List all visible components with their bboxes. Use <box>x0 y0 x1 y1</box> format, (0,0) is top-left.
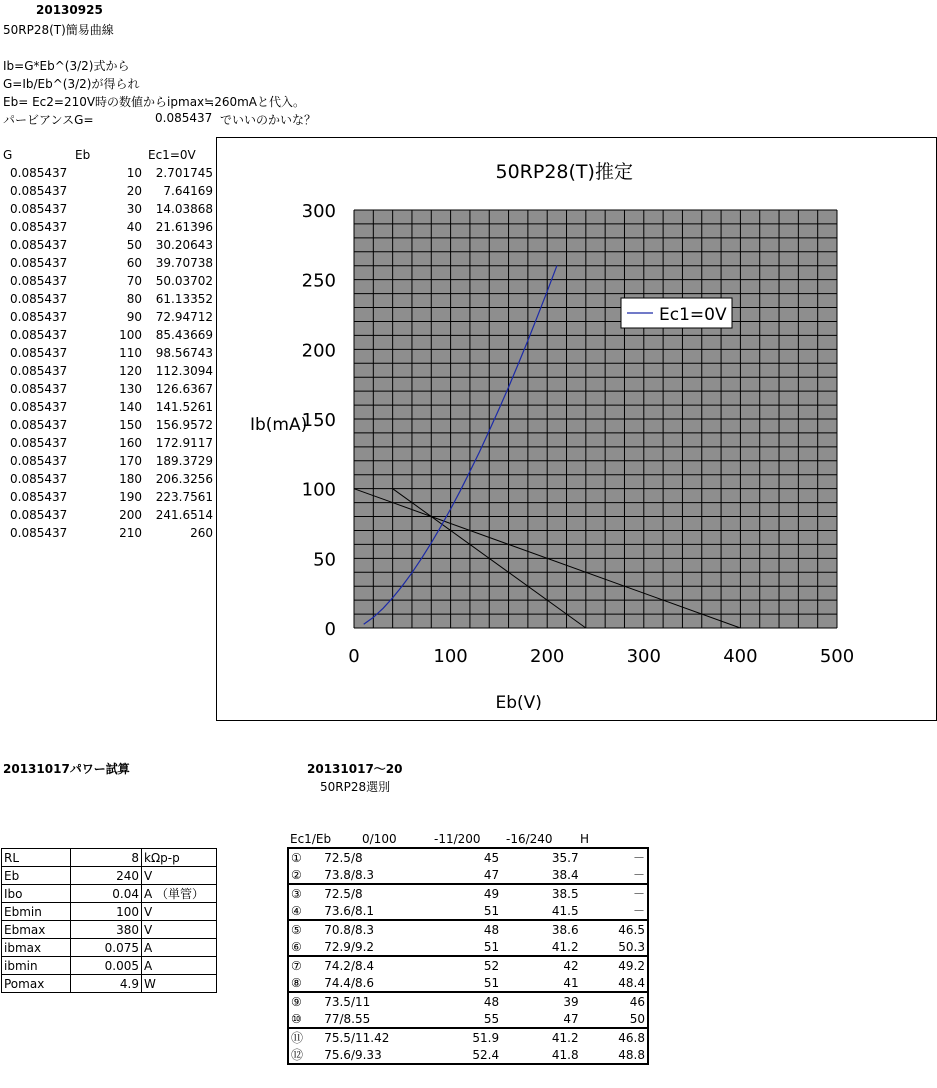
data-cell-g: 0.085437 <box>10 274 68 288</box>
selection-cell-16-240: 41.2 <box>501 1028 581 1046</box>
y-tick-label: 150 <box>301 410 336 431</box>
data-cell-ib: 223.7561 <box>155 490 213 504</box>
selection-cell-tube: ① <box>288 848 322 866</box>
selection-cell-11-200: 48 <box>422 992 502 1010</box>
power-param-label: Eb <box>2 867 71 885</box>
power-param-row <box>2 921 217 939</box>
selection-cell-tube: ⑪ <box>288 1028 322 1046</box>
selection-cell-16-240: 41 <box>563 975 579 990</box>
selection-cell-tube: ④ <box>288 902 322 920</box>
data-cell-eb: 110 <box>119 346 142 360</box>
selection-cell-h: 48.8 <box>581 1046 648 1064</box>
selection-row <box>288 992 648 1010</box>
x-tick-label: 400 <box>723 646 758 667</box>
selection-cell-0-100: 75.5/11.42 <box>322 1028 421 1046</box>
selection-cell-11-200: 47 <box>483 867 500 882</box>
power-param-unit: A <box>142 957 217 975</box>
data-cell-ib: 112.3094 <box>155 364 213 378</box>
selection-row <box>288 956 648 974</box>
data-cell-g: 0.085437 <box>10 328 68 342</box>
note-perveance-suffix: でいいのかいな？ <box>220 113 317 127</box>
data-cell-g: 0.085437 <box>10 382 68 396</box>
selection-cell-h: 50 <box>581 1010 648 1028</box>
power-param-label: Ibo <box>2 885 71 903</box>
power-param-row <box>2 867 217 885</box>
selection-cell-h: 49.2 <box>581 956 648 974</box>
data-cell-g: 0.085437 <box>10 490 68 504</box>
data-cell-g: 0.085437 <box>10 436 68 450</box>
power-param-row <box>2 885 217 903</box>
selection-cell-16-240: 42 <box>501 956 581 974</box>
data-table-header-g: G <box>3 148 13 162</box>
power-param-value: 380 <box>71 921 142 939</box>
x-tick-label: 200 <box>530 646 565 667</box>
data-cell-eb: 210 <box>119 526 142 540</box>
data-cell-g: 0.085437 <box>10 526 68 540</box>
selection-cell-11-200: 49 <box>422 884 502 902</box>
selection-cell-h: 48.4 <box>581 974 648 992</box>
data-cell-eb: 140 <box>119 400 142 414</box>
selection-cell-tube: ⑥ <box>288 938 322 956</box>
chart <box>217 138 936 720</box>
selection-cell-0-100: 72.9/9.2 <box>324 939 375 954</box>
data-cell-eb: 60 <box>126 256 142 270</box>
data-cell-g: 0.085437 <box>10 508 68 522</box>
power-param-label: RL <box>2 849 71 867</box>
data-cell-ib: 50.03702 <box>155 274 213 288</box>
data-cell-ib: 126.6367 <box>155 382 213 396</box>
header-title: 50RP28(T)簡易曲線 <box>3 23 114 37</box>
selection-cell-h: 46 <box>581 992 648 1010</box>
power-param-unit: A （単管） <box>142 885 217 903</box>
selection-header-16-240: -16/240 <box>506 832 553 846</box>
selection-cell-h: － <box>581 848 648 866</box>
data-cell-ib: 141.5261 <box>155 400 213 414</box>
x-tick-label: 500 <box>819 646 855 667</box>
note-perveance-label: パービアンスG= <box>3 113 94 127</box>
data-cell-g: 0.085437 <box>10 292 68 306</box>
selection-row <box>288 938 648 956</box>
data-cell-g: 0.085437 <box>10 472 68 486</box>
selection-cell-0-100: 75.6/9.33 <box>322 1046 421 1064</box>
data-cell-ib: 85.43669 <box>155 328 213 342</box>
power-param-value: 4.9 <box>71 975 142 993</box>
data-cell-eb: 180 <box>119 472 142 486</box>
power-param-row <box>2 957 217 975</box>
selection-row <box>288 848 648 866</box>
note-perveance-value: 0.085437 <box>155 111 213 125</box>
power-param-unit: V <box>142 921 217 939</box>
data-cell-ib: 39.70738 <box>155 256 213 270</box>
data-cell-g: 0.085437 <box>10 364 68 378</box>
data-cell-ib: 241.6514 <box>155 508 213 522</box>
selection-cell-tube: ⑩ <box>288 1010 322 1028</box>
power-param-unit: V <box>142 903 217 921</box>
power-param-value: 8 <box>71 849 142 867</box>
selection-cell-11-200: 51 <box>483 903 500 918</box>
selection-cell-11-200: 52.4 <box>422 1046 502 1064</box>
note-line-3: Eb= Ec2=210V時の数値からipmax≒260mAと代入。 <box>3 95 306 109</box>
selection-cell-0-100: 74.4/8.6 <box>324 975 375 990</box>
selection-section-title: 20131017～20 <box>307 762 403 776</box>
selection-cell-h: － <box>581 866 648 884</box>
data-cell-eb: 200 <box>119 508 142 522</box>
power-param-value: 100 <box>71 903 142 921</box>
power-param-unit: kΩp-p <box>142 849 217 867</box>
power-section-title: 20131017パワー試算 <box>3 762 130 776</box>
y-axis-label: Ib(mA) <box>250 415 308 435</box>
data-cell-ib: 21.61396 <box>155 220 213 234</box>
data-cell-eb: 80 <box>126 292 142 306</box>
data-cell-ib: 206.3256 <box>155 472 213 486</box>
selection-row <box>288 902 648 920</box>
selection-cell-0-100: 73.6/8.1 <box>324 903 375 918</box>
y-tick-label: 50 <box>313 549 336 571</box>
power-param-unit: V <box>142 867 217 885</box>
selection-cell-16-240: 41.5 <box>551 903 579 918</box>
power-param-label: ibmin <box>2 957 71 975</box>
power-param-row <box>2 849 217 867</box>
data-cell-g: 0.085437 <box>10 346 68 360</box>
note-line-1: Ib=G*Eb^(3/2)式から <box>3 59 130 73</box>
selection-row <box>288 1046 648 1064</box>
data-cell-eb: 20 <box>126 184 142 198</box>
data-cell-eb: 130 <box>119 382 142 396</box>
selection-cell-0-100: 72.5/8 <box>322 884 421 902</box>
data-cell-g: 0.085437 <box>10 454 68 468</box>
data-cell-g: 0.085437 <box>10 166 68 180</box>
data-cell-eb: 90 <box>126 310 142 324</box>
data-cell-ib: 61.13352 <box>155 292 213 306</box>
x-tick-label: 300 <box>626 646 661 667</box>
data-cell-ib: 260 <box>190 526 213 540</box>
data-cell-ib: 189.3729 <box>155 454 213 468</box>
x-tick-label: 0 <box>348 646 360 667</box>
selection-cell-16-240: 47 <box>563 1011 579 1026</box>
selection-row <box>288 884 648 902</box>
power-param-label: ibmax <box>2 939 71 957</box>
selection-table <box>287 847 649 1065</box>
selection-cell-0-100: 70.8/8.3 <box>322 920 421 938</box>
selection-cell-11-200: 51 <box>483 975 500 990</box>
power-param-value: 0.075 <box>71 939 142 957</box>
selection-cell-tube: ③ <box>288 884 322 902</box>
y-tick-label: 250 <box>301 270 336 292</box>
data-cell-eb: 70 <box>126 274 142 288</box>
y-tick-label: 0 <box>324 619 336 640</box>
selection-cell-tube: ⑤ <box>288 920 322 938</box>
header-date: 20130925 <box>36 3 103 17</box>
selection-header-h: H <box>580 832 590 846</box>
power-params-table <box>1 848 217 993</box>
data-table-header-eb: Eb <box>75 148 91 162</box>
selection-cell-16-240: 38.4 <box>551 867 579 882</box>
data-cell-g: 0.085437 <box>10 418 68 432</box>
selection-cell-0-100: 73.5/11 <box>322 992 421 1010</box>
data-cell-eb: 120 <box>119 364 142 378</box>
selection-cell-0-100: 74.2/8.4 <box>322 956 421 974</box>
selection-cell-16-240: 41.8 <box>501 1046 581 1064</box>
note-line-2: G=Ib/Eb^(3/2)が得られ <box>3 77 140 91</box>
power-param-value: 0.04 <box>71 885 142 903</box>
selection-cell-tube: ⑦ <box>288 956 322 974</box>
data-cell-g: 0.085437 <box>10 400 68 414</box>
selection-row <box>288 920 648 938</box>
data-cell-ib: 30.20643 <box>155 238 213 252</box>
data-cell-ib: 72.94712 <box>155 310 213 324</box>
power-param-value: 240 <box>71 867 142 885</box>
data-cell-eb: 30 <box>126 202 142 216</box>
selection-cell-tube: ⑫ <box>288 1046 322 1064</box>
data-cell-ib: 2.701745 <box>155 166 213 180</box>
data-cell-g: 0.085437 <box>10 310 68 324</box>
selection-row <box>288 974 648 992</box>
x-axis-label: Eb(V) <box>495 693 542 713</box>
data-cell-eb: 190 <box>119 490 142 504</box>
power-param-row <box>2 975 217 993</box>
data-cell-ib: 156.9572 <box>155 418 213 432</box>
power-param-value: 0.005 <box>71 957 142 975</box>
power-param-row <box>2 903 217 921</box>
selection-cell-11-200: 55 <box>483 1011 500 1026</box>
data-cell-g: 0.085437 <box>10 184 68 198</box>
chart-frame <box>216 137 937 721</box>
power-param-unit: W <box>142 975 217 993</box>
y-tick-label: 300 <box>301 201 336 222</box>
power-param-row <box>2 939 217 957</box>
selection-cell-11-200: 51.9 <box>422 1028 502 1046</box>
data-cell-eb: 150 <box>119 418 142 432</box>
data-cell-g: 0.085437 <box>10 202 68 216</box>
selection-cell-11-200: 52 <box>422 956 502 974</box>
data-cell-eb: 10 <box>126 166 142 180</box>
selection-cell-0-100: 73.8/8.3 <box>324 867 375 882</box>
y-tick-label: 100 <box>301 479 336 501</box>
selection-cell-16-240: 39 <box>501 992 581 1010</box>
data-cell-eb: 40 <box>126 220 142 234</box>
data-cell-ib: 14.03868 <box>155 202 213 216</box>
selection-cell-11-200: 45 <box>422 848 502 866</box>
selection-row <box>288 1010 648 1028</box>
selection-cell-16-240: 41.2 <box>551 939 579 954</box>
selection-cell-0-100: 72.5/8 <box>322 848 421 866</box>
data-table-header-ec1: Ec1=0V <box>148 148 196 162</box>
selection-row <box>288 866 648 884</box>
power-param-label: Ebmin <box>2 903 71 921</box>
x-tick-label: 100 <box>433 646 468 667</box>
selection-cell-11-200: 51 <box>483 939 500 954</box>
selection-cell-tube: ⑧ <box>288 974 322 992</box>
data-cell-ib: 172.9117 <box>155 436 213 450</box>
data-cell-ib: 98.56743 <box>155 346 213 360</box>
selection-header-ec1eb: Ec1/Eb <box>290 832 332 846</box>
power-param-unit: A <box>142 939 217 957</box>
selection-cell-h: － <box>581 902 648 920</box>
selection-cell-tube: ② <box>288 866 322 884</box>
selection-cell-h: － <box>581 884 648 902</box>
selection-header-11-200: -11/200 <box>434 832 481 846</box>
data-cell-g: 0.085437 <box>10 238 68 252</box>
legend-label: Ec1=0V <box>659 305 727 325</box>
selection-cell-11-200: 48 <box>422 920 502 938</box>
selection-row <box>288 1028 648 1046</box>
data-cell-g: 0.085437 <box>10 256 68 270</box>
power-param-label: Ebmax <box>2 921 71 939</box>
selection-cell-h: 50.3 <box>581 938 648 956</box>
selection-cell-16-240: 35.7 <box>501 848 581 866</box>
data-cell-g: 0.085437 <box>10 220 68 234</box>
data-cell-eb: 100 <box>119 328 142 342</box>
selection-cell-0-100: 77/8.55 <box>324 1011 371 1026</box>
power-param-label: Pomax <box>2 975 71 993</box>
data-cell-eb: 160 <box>119 436 142 450</box>
selection-cell-h: 46.5 <box>581 920 648 938</box>
selection-cell-tube: ⑨ <box>288 992 322 1010</box>
selection-section-subtitle: 50RP28選別 <box>320 780 391 794</box>
y-tick-label: 200 <box>301 340 336 362</box>
selection-cell-h: 46.8 <box>581 1028 648 1046</box>
data-cell-eb: 170 <box>119 454 142 468</box>
data-cell-eb: 50 <box>126 238 142 252</box>
data-cell-ib: 7.64169 <box>163 184 213 198</box>
selection-cell-16-240: 38.5 <box>501 884 581 902</box>
chart-title: 50RP28(T)推定 <box>495 161 633 183</box>
selection-cell-16-240: 38.6 <box>501 920 581 938</box>
selection-header-0-100: 0/100 <box>362 832 397 846</box>
